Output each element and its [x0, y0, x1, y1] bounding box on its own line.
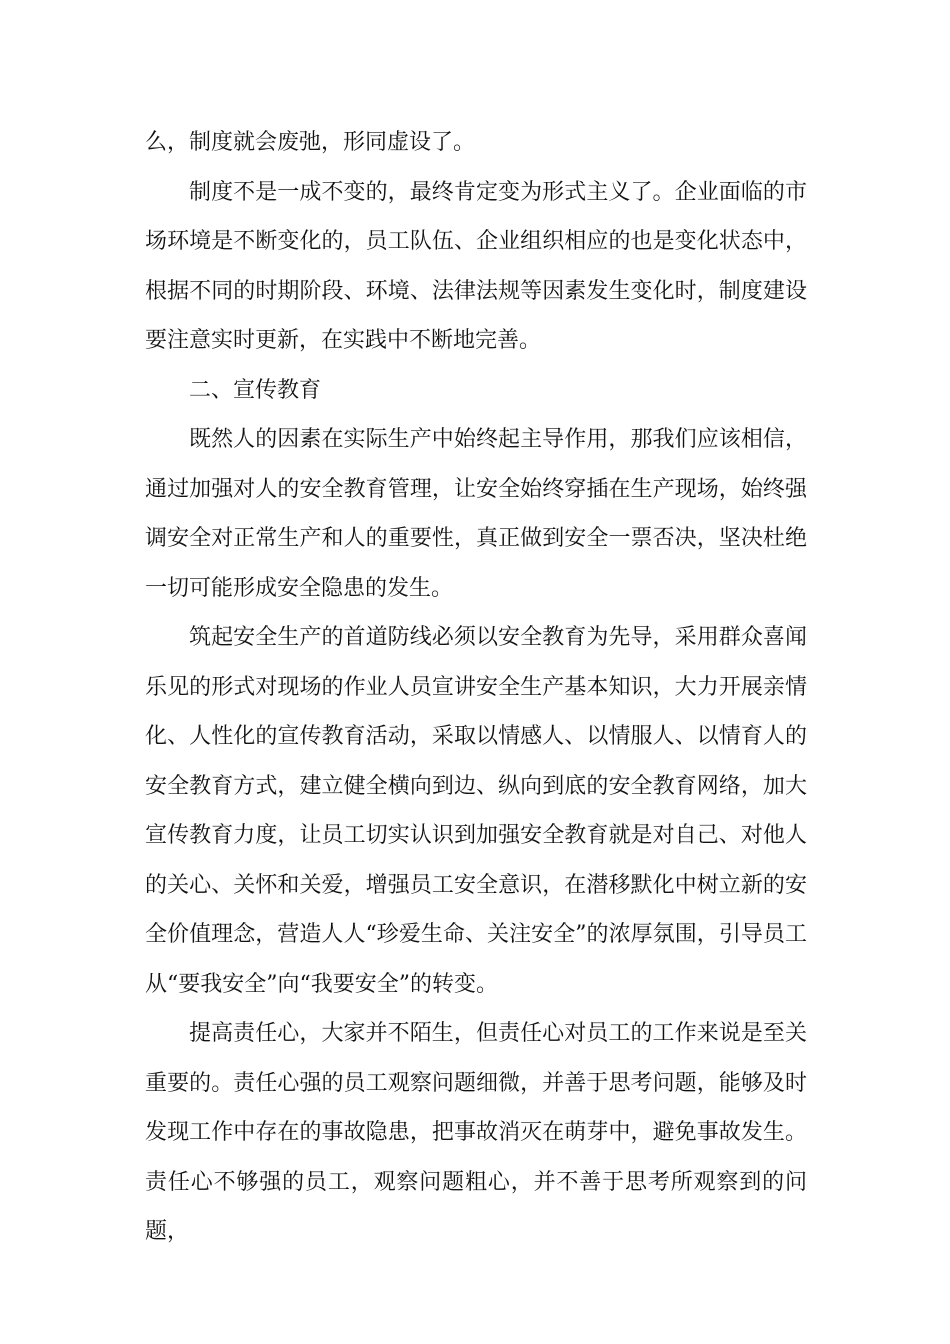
paragraph-responsibility: 提高责任心，大家并不陌生，但责任心对员工的工作来说是至关重要的。责任心强的员工观察问题细微，并善于思考问题，能够及时发现工作中存在的事故隐患，把事故消灭在萌芽中，避免事故发生。责任心不够强的员工，观察问题粗心，并不善于思考所观察到的问题，	[145, 1021, 807, 1244]
paragraph-continuation: 么，制度就会废弛，形同虚设了。	[145, 130, 476, 155]
section-heading-publicity-education: 二、宣传教育	[189, 377, 322, 403]
paragraph-safety-education: 筑起安全生产的首道防线必须以安全教育为先导，采用群众喜闻乐见的形式对现场的作业人员宣讲安全生产基本知识，大力开展亲情化、人性化的宣传教育活动，采取以情感人、以情服人、以情育人的安全教育方式，建立健全横向到边、纵向到底的安全教育网络，加大宣传教育力度，让员工切实认识到加强安全教育就是对自己、对他人的关心、关怀和关爱，增强员工安全意识，在潜移默化中树立新的安全价值理念，营造人人“珍爱生命、关注安全”的浓厚氛围，引导员工从“要我安全”向“我要安全”的转变。	[145, 625, 807, 997]
document-body	[145, 118, 807, 1257]
paragraph-system-change: 制度不是一成不变的，最终肯定变为形式主义了。企业面临的市场环境是不断变化的，员工队伍、企业组织相应的也是变化状态中，根据不同的时期阶段、环境、法律法规等因素发生变化时，制度建设要注意实时更新，在实践中不断地完善。	[145, 179, 807, 353]
paragraph-human-factor: 既然人的因素在实际生产中始终起主导作用，那我们应该相信，通过加强对人的安全教育管理，让安全始终穿插在生产现场，始终强调安全对正常生产和人的重要性，真正做到安全一票否决，坚决杜绝一切可能形成安全隐患的发生。	[145, 427, 807, 601]
